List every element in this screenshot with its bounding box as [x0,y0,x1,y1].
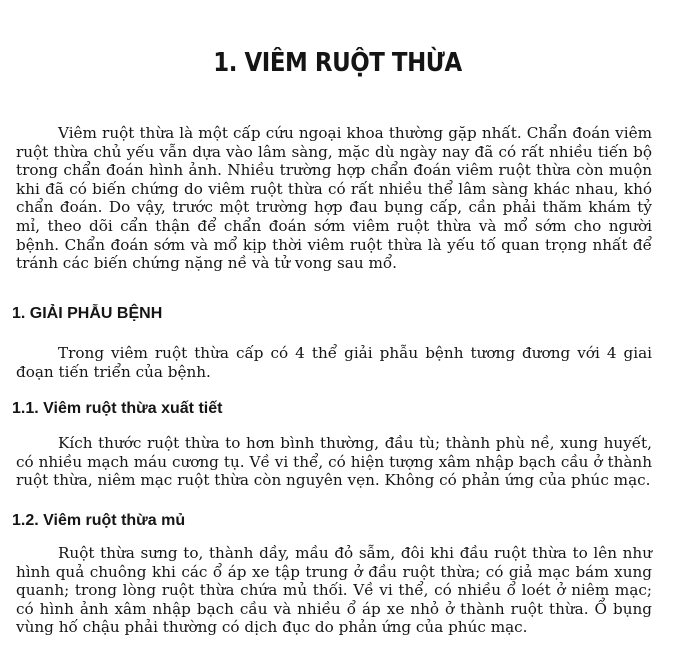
section-paragraph-mu: Ruột thừa sưng to, thành dầy, mầu đỏ sẫm, đôi khi đầu ruột thừa to lên như hình quả chuông khi các ổ áp xe tập trung ở đầu ruột thừa; có giả mạc bám xung quanh; trong lòng ruột thừa chứa mủ thối. Về vi thể, có nhiều ổ loét ở niêm mạc; có hình ảnh xâm nhập bạch cầu và nhiều ổ áp xe nhỏ ở thành ruột thừa. Ổ bụng vùng hố chậu phải thường có dịch đục do phản ứng của phúc mạc. [16,544,652,637]
section-heading-mu: 1.2. Viêm ruột thừa mủ [12,512,186,529]
page-title: 1. VIÊM RUỘT THỪA [213,48,462,78]
section-paragraph-xuat-tiet: Kích thước ruột thừa to hơn bình thường, đầu tù; thành phù nề, xung huyết, có nhiều mạch máu cương tụ. Về vi thể, có hiện tượng xâm nhập bạch cầu ở thành ruột thừa, niêm mạc ruột thừa còn nguyên vẹn. Không có phản ứng của phúc mạc. [16,434,652,490]
section-heading-xuat-tiet: 1.1. Viêm ruột thừa xuất tiết [12,400,223,417]
intro-paragraph: Viêm ruột thừa là một cấp cứu ngoại khoa thường gặp nhất. Chẩn đoán viêm ruột thừa chủ yếu vẫn dựa vào lâm sàng, mặc dù ngày nay đã có rất nhiều tiến bộ trong chẩn đoán hình ảnh. Nhiều trường hợp chẩn đoán viêm ruột thừa còn muộn khi đã có biến chứng do viêm ruột thừa có rất nhiều thể lâm sàng khác nhau, khó chẩn đoán. Do vậy, trước một trường hợp đau bụng cấp, cần phải thăm khám tỷ mỉ, theo dõi cẩn thận để chẩn đoán sớm viêm ruột thừa và mổ sớm cho người bệnh. Chẩn đoán sớm và mổ kịp thời viêm ruột thừa là yếu tố quan trọng nhất để tránh các biến chứng nặng nề và tử vong sau mổ. [16,124,652,273]
section-paragraph-giai-phau-benh: Trong viêm ruột thừa cấp có 4 thể giải phẫu bệnh tương đương với 4 giai đoạn tiến triển của bệnh. [16,344,652,381]
section-heading-giai-phau-benh: 1. GIẢI PHẪU BỆNH [12,305,163,322]
